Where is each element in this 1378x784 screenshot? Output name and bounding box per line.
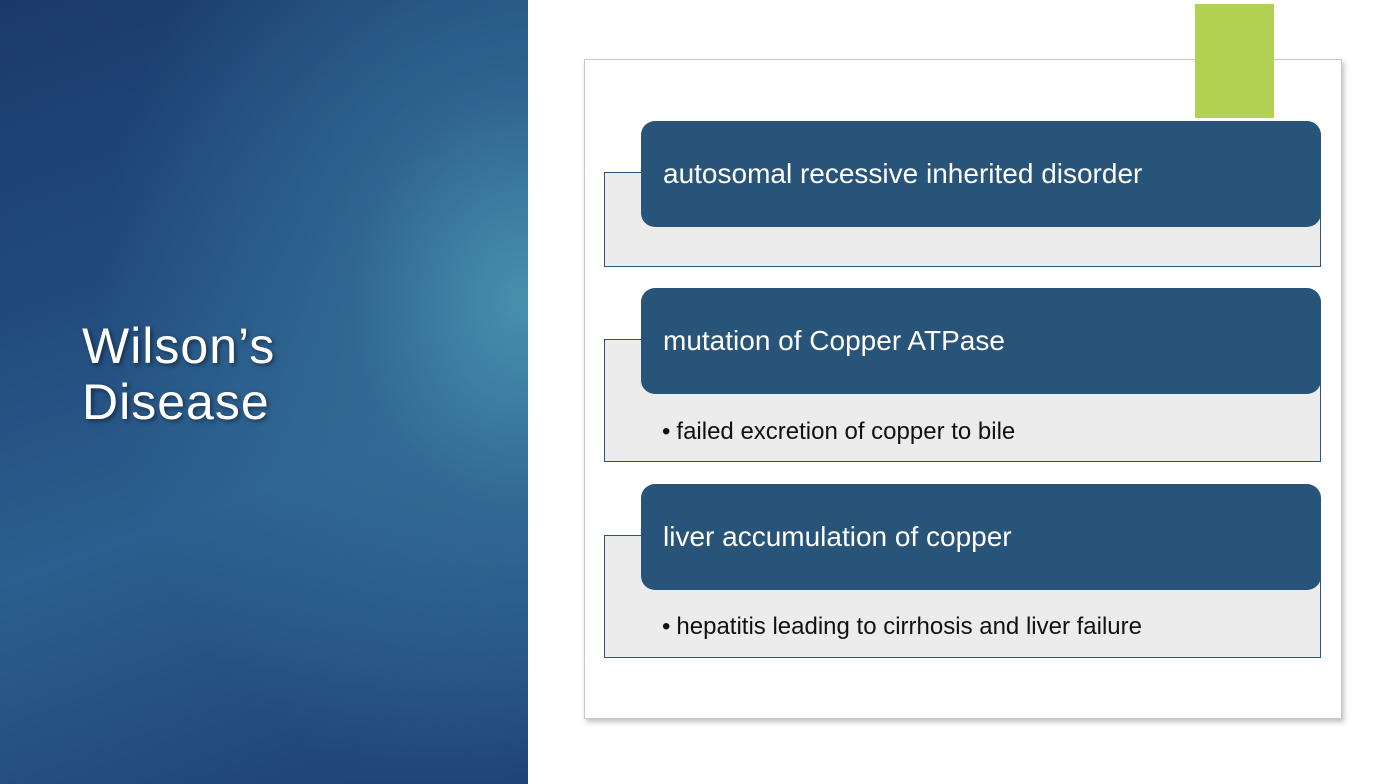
list-item-heading-text-1: autosomal recessive inherited disorder	[663, 158, 1143, 189]
title-panel	[0, 0, 528, 784]
list-item-heading-text-2: mutation of Copper ATPase	[663, 325, 1005, 356]
slide-title-line-1: Wilson’s	[82, 318, 276, 374]
slide-title	[82, 318, 482, 430]
list-item-heading-text-3: liver accumulation of copper	[663, 521, 1012, 552]
list-item-heading-2	[641, 288, 1321, 394]
list-item-heading-3	[641, 484, 1321, 590]
list-item-bullet-3	[662, 613, 1142, 641]
accent-bar	[1195, 4, 1274, 118]
list-item-bullet-2	[662, 418, 1015, 446]
bullet-dot-icon: •	[662, 613, 671, 640]
list-item-bullet-text-2: failed excretion of copper to bile	[676, 418, 1016, 445]
list-item-heading-1	[641, 121, 1321, 227]
slide-title-line-2: Disease	[82, 374, 270, 430]
bullet-dot-icon: •	[662, 418, 671, 445]
list-item-bullet-text-3: hepatitis leading to cirrhosis and liver failure	[676, 613, 1142, 640]
